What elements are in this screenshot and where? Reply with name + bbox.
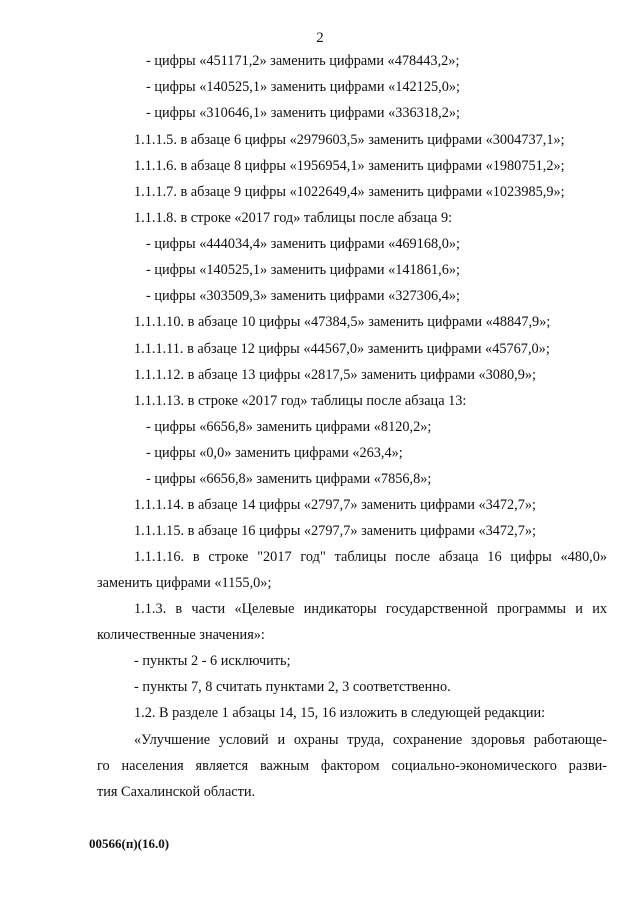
text-line: - цифры «444034,4» заменить цифрами «469168,0»; (146, 236, 460, 252)
text-line: 1.1.1.5. в абзаце 6 цифры «2979603,5» заменить цифрами «3004737,1»; (134, 132, 565, 148)
text-line: 1.2. В разделе 1 абзацы 14, 15, 16 изложить в следующей редакции: (134, 705, 546, 721)
footer-code: 00566(п)(16.0) (89, 836, 170, 851)
text-line: 1.1.1.11. в абзаце 12 цифры «44567,0» заменить цифрами «45767,0»; (134, 341, 550, 357)
text-line: 1.1.1.15. в абзаце 16 цифры «2797,7» заменить цифрами «3472,7»; (134, 523, 537, 539)
text-line: го населения является важным фактором социально-экономического разви- (97, 758, 607, 774)
page-number: 2 (316, 30, 324, 46)
text-line: 1.1.1.13. в строке «2017 год» таблицы после абзаца 13: (134, 393, 467, 409)
text-line: 1.1.1.14. в абзаце 14 цифры «2797,7» заменить цифрами «3472,7»; (134, 497, 537, 513)
text-line: 1.1.3. в части «Целевые индикаторы государственной программы и их (134, 601, 607, 617)
text-line: «Улучшение условий и охраны труда, сохранение здоровья работающе- (134, 732, 607, 748)
text-line: тия Сахалинской области. (97, 784, 256, 800)
text-line: 1.1.1.6. в абзаце 8 цифры «1956954,1» заменить цифрами «1980751,2»; (134, 158, 565, 174)
text-line: - пункты 7, 8 считать пунктами 2, 3 соответственно. (134, 679, 451, 695)
text-line: 1.1.1.16. в строке "2017 год" таблицы после абзаца 16 цифры «480,0» (134, 549, 607, 565)
text-line: - цифры «6656,8» заменить цифрами «8120,2»; (146, 419, 432, 435)
text-line: 1.1.1.10. в абзаце 10 цифры «47384,5» заменить цифрами «48847,9»; (134, 314, 551, 330)
text-line: - пункты 2 - 6 исключить; (134, 653, 291, 669)
text-line: - цифры «140525,1» заменить цифрами «141861,6»; (146, 262, 460, 278)
text-line: количественные значения»: (97, 627, 265, 643)
text-line: 1.1.1.12. в абзаце 13 цифры «2817,5» заменить цифрами «3080,9»; (134, 367, 537, 383)
text-line: заменить цифрами «1155,0»; (97, 575, 272, 591)
text-line: - цифры «451171,2» заменить цифрами «478443,2»; (146, 53, 460, 69)
text-line: - цифры «310646,1» заменить цифрами «336318,2»; (146, 105, 460, 121)
text-line: - цифры «6656,8» заменить цифрами «7856,8»; (146, 471, 432, 487)
text-line: - цифры «0,0» заменить цифрами «263,4»; (146, 445, 403, 461)
text-line: 1.1.1.7. в абзаце 9 цифры «1022649,4» заменить цифрами «1023985,9»; (134, 184, 565, 200)
text-line: 1.1.1.8. в строке «2017 год» таблицы после абзаца 9: (134, 210, 453, 226)
text-line: - цифры «140525,1» заменить цифрами «142125,0»; (146, 79, 460, 95)
text-line: - цифры «303509,3» заменить цифрами «327306,4»; (146, 288, 460, 304)
